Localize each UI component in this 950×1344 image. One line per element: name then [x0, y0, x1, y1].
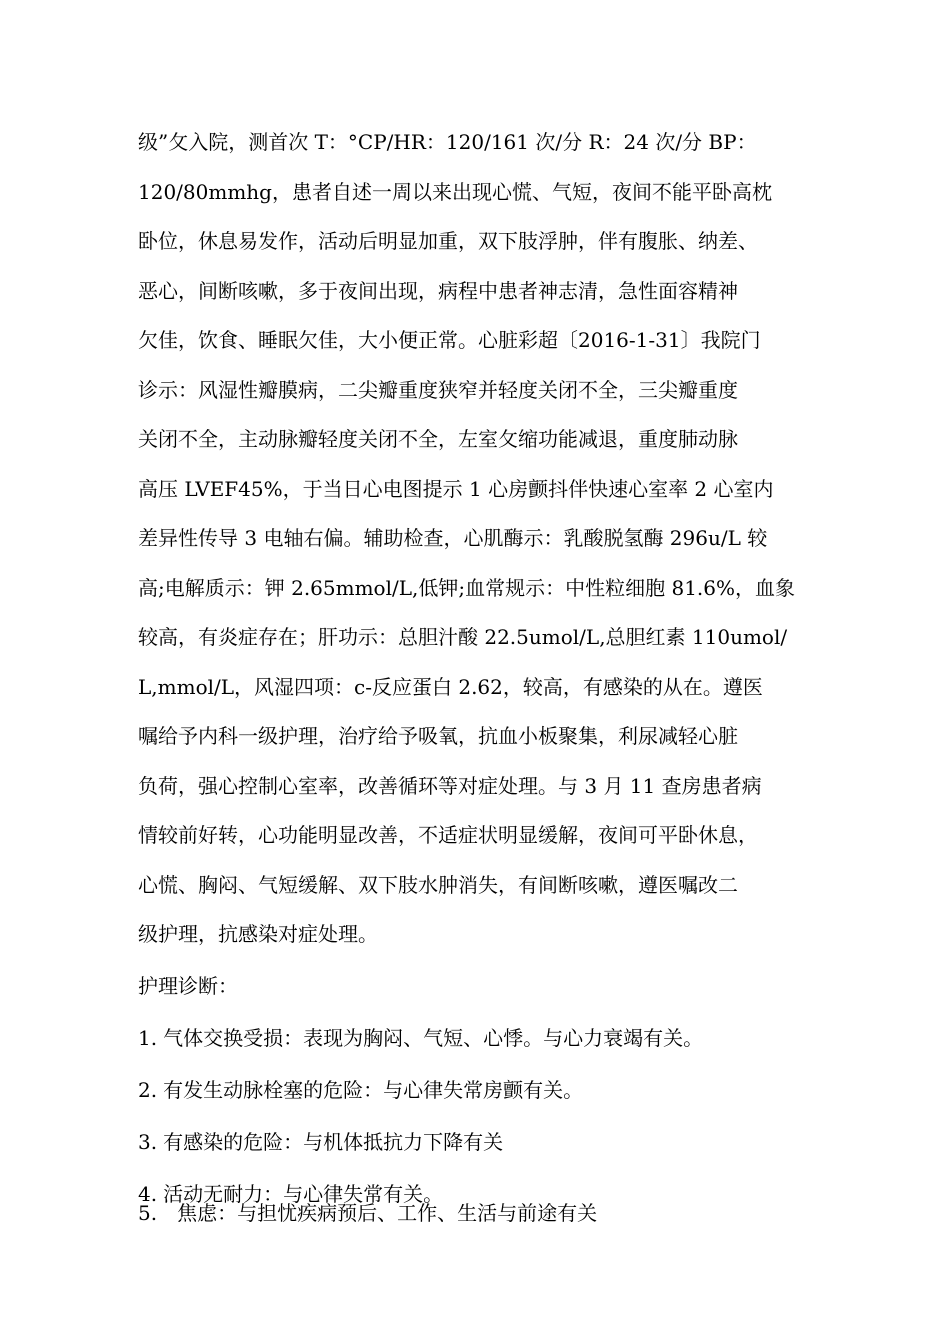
list-item-text: 有感染的危险：与机体抵抗力下降有关: [163, 1130, 504, 1154]
paragraph-line: 高;电解质示：钾 2.65mmol/L,低钾;血常规示：中性粒细胞 81.6%，血象: [138, 575, 796, 600]
nursing-diagnosis-list: [138, 1012, 703, 1230]
paragraph-line: 较高，有炎症存在；肝功示：总胆汁酸 22.5umol/L,总胆红素 110umol/: [138, 625, 788, 649]
paragraph-line: 欠佳，饮食、睡眠欠佳，大小便正常。心脏彩超〔2016-1-31〕我院门: [138, 328, 761, 352]
paragraph-line: 心慌、胸闷、气短缓解、双下肢水肿消失，有间断咳嗽，遵医嘱改二: [138, 872, 738, 897]
paragraph-line: 高压 LVEF45%，于当日心电图提示 1 心房颤抖伴快速心室率 2 心室内: [138, 476, 774, 501]
paragraph-line: 负荷，强心控制心室率，改善循环等对症处理。与 3 月 11 查房患者病: [138, 773, 762, 798]
list-item-number: 1.: [138, 1026, 158, 1050]
list-item-text: 焦虑：与担忧疾病预后、工作、生活与前途有关: [177, 1201, 598, 1225]
paragraph-line: 差异性传导 3 电轴右偏。辅助检查，心肌酶示：乳酸脱氢酶 296u/L 较: [138, 526, 768, 550]
list-item-number: 5.: [138, 1201, 158, 1225]
paragraph-line: 120/80mmhg，患者自述一周以来出现心慌、气短，夜间不能平卧高枕: [138, 179, 772, 204]
list-item: [138, 1200, 703, 1230]
paragraph-line: 卧位，休息易发作，活动后明显加重，双下肢浮肿，伴有腹胀、纳差、: [138, 229, 758, 253]
paragraph-line: 关闭不全，主动脉瓣轻度关闭不全，左室攵缩功能减退，重度肺动脉: [138, 427, 738, 451]
list-item: [138, 1012, 703, 1064]
paragraph-line: 诊示：风湿性瓣膜病，二尖瓣重度狭窄并轻度关闭不全，三尖瓣重度: [138, 377, 738, 402]
paragraph-line: 级护理，抗感染对症处理。: [138, 922, 378, 946]
paragraph-line: 级”攵入院，测首次 T：°CP/HR：120/161 次/分 R：24 次/分 BP：: [138, 130, 757, 154]
list-item-text: 活动无耐力：与心律失常有关。: [163, 1182, 444, 1206]
list-item-text: 有发生动脉栓塞的危险：与心律失常房颤有关。: [163, 1078, 584, 1102]
list-item: [138, 1064, 703, 1116]
nursing-diagnosis-heading: 护理诊断：: [138, 974, 238, 998]
paragraph-line: L,mmol/L，风湿四项：c-反应蛋白 2.62，较高，有感染的从在。遵医: [138, 674, 763, 699]
paragraph-line: 嘱给予内科一级护理，治疗给予吸氧，抗血小板聚集，利尿减轻心脏: [138, 724, 738, 748]
list-item-number: 3.: [138, 1130, 158, 1154]
case-history-paragraph: [138, 118, 828, 960]
list-item-number: 2.: [138, 1078, 158, 1102]
list-item-number: 4.: [138, 1182, 158, 1206]
paragraph-line: 恶心，间断咳嗽，多于夜间出现，病程中患者神志清，急性面容精神: [138, 278, 738, 303]
list-item: [138, 1116, 703, 1168]
list-item-text: 气体交换受损：表现为胸闷、气短、心悸。与心力衰竭有关。: [163, 1026, 704, 1050]
paragraph-line: 情较前好转，心功能明显改善，不适症状明显缓解，夜间可平卧休息，: [138, 823, 758, 847]
